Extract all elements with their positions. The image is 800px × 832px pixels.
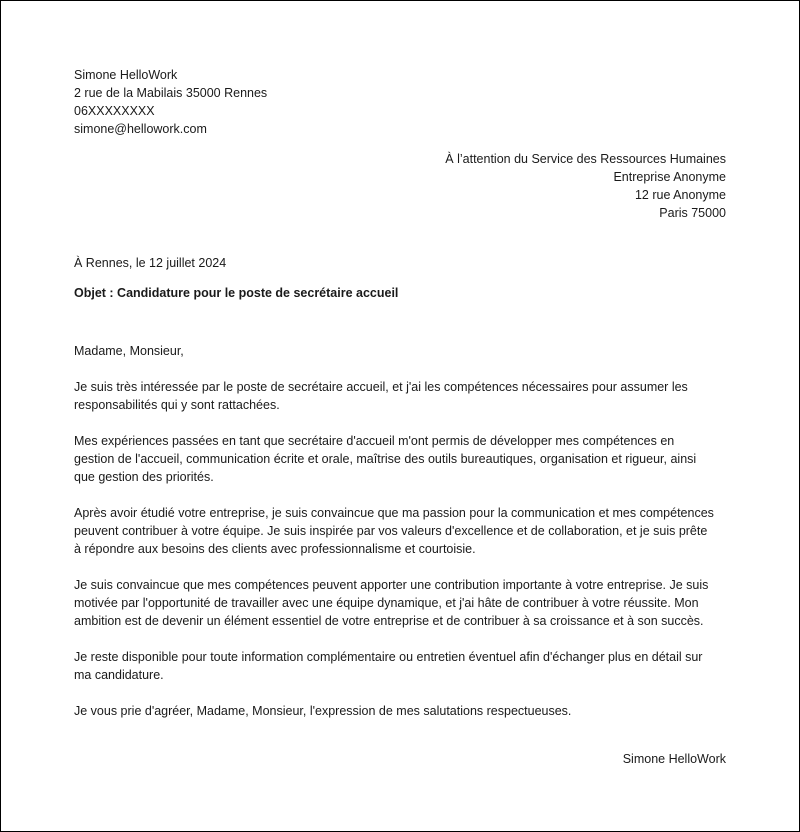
body-paragraph: [74, 378, 734, 414]
sender-name: Simone HelloWork: [74, 68, 178, 82]
date-line: À Rennes, le 12 juillet 2024: [74, 256, 227, 270]
sender-address: 2 rue de la Mabilais 35000 Rennes: [74, 86, 268, 100]
signature: Simone HelloWork: [622, 752, 726, 766]
body-paragraph: [74, 432, 734, 486]
paragraph-line: ambition est de devenir un élément essentiel de votre entreprise et de contribuer à sa croissance et à son succès.: [74, 614, 704, 628]
recipient-street: 12 rue Anonyme: [634, 188, 726, 202]
paragraph-line: responsabilités qui y sont rattachées.: [74, 398, 280, 412]
paragraph-line: Après avoir étudié votre entreprise, je suis convaincue que ma passion pour la communication et mes compétences: [74, 506, 714, 520]
closing-paragraph: [74, 702, 734, 720]
salutation: Madame, Monsieur,: [74, 344, 184, 358]
paragraph-line: peuvent contribuer à votre équipe. Je suis inspirée par vos valeurs d'excellence et de collaboration, et je suis prête: [74, 524, 708, 538]
sender-email: simone@hellowork.com: [74, 122, 207, 136]
paragraph-line: à répondre aux besoins des clients avec professionnalisme et courtoisie.: [74, 542, 476, 556]
body-paragraph: [74, 648, 734, 684]
paragraph-line: Je vous prie d'agréer, Madame, Monsieur, l'expression de mes salutations respectueuses.: [74, 704, 572, 718]
subject-line: Objet : Candidature pour le poste de secrétaire accueil: [74, 286, 399, 300]
sender-block: [74, 66, 267, 138]
recipient-city: Paris 75000: [659, 206, 726, 220]
recipient-block: [445, 150, 726, 222]
sender-phone: 06XXXXXXXX: [74, 104, 155, 118]
paragraph-line: ma candidature.: [74, 668, 164, 682]
paragraph-line: Je suis convaincue que mes compétences peuvent apporter une contribution importante à votre entreprise. Je suis: [74, 578, 709, 592]
paragraph-line: Mes expériences passées en tant que secrétaire d'accueil m'ont permis de développer mes compétences en: [74, 434, 675, 448]
paragraph-line: gestion de l'accueil, communication écrite et orale, maîtrise des outils bureautiques, organisation et rigueur, ainsi: [74, 452, 697, 466]
body-paragraph: [74, 504, 734, 558]
letter-body: [74, 342, 734, 738]
paragraph-line: que gestion des priorités.: [74, 470, 214, 484]
paragraph-line: Je reste disponible pour toute information complémentaire ou entretien éventuel afin d'échanger plus en détail sur: [74, 650, 703, 664]
body-paragraph: [74, 576, 734, 630]
recipient-attention: À l’attention du Service des Ressources Humaines: [445, 152, 726, 166]
paragraph-line: Je suis très intéressée par le poste de secrétaire accueil, et j'ai les compétences nécessaires pour assumer les: [74, 380, 688, 394]
paragraph-line: motivée par l'opportunité de travailler avec une équipe dynamique, et j'ai hâte de contribuer à votre réussite. Mon: [74, 596, 699, 610]
recipient-company: Entreprise Anonyme: [613, 170, 726, 184]
